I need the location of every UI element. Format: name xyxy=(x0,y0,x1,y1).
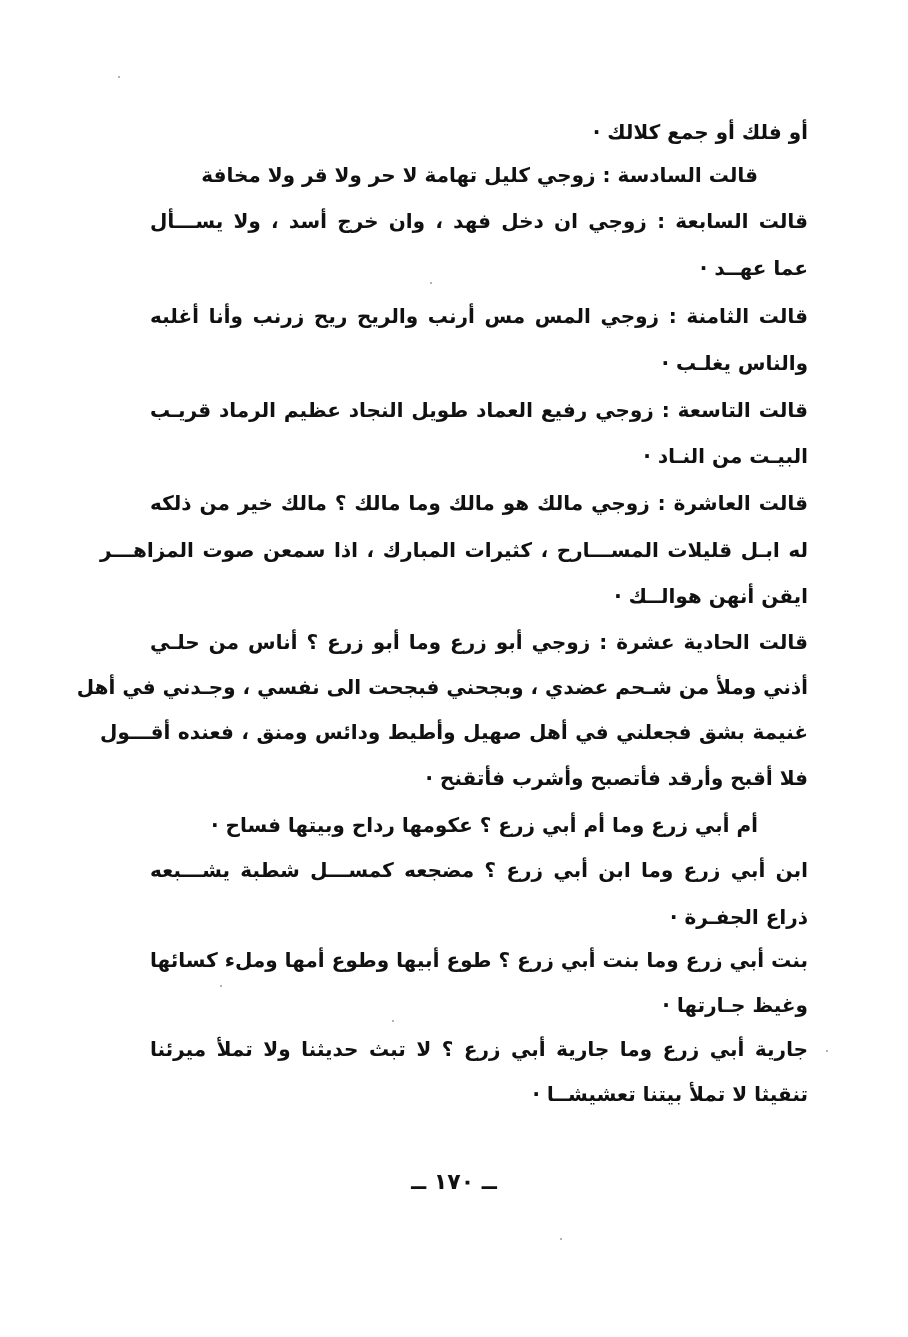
text-line: عما عهــد · xyxy=(699,256,808,280)
paper-speck xyxy=(392,1020,394,1022)
text-line: أذني وملأ من شـحم عضدي ، وبجحني فبجحت الى نفسي ، وجـدني في أهل xyxy=(76,675,808,699)
text-line: فلا أقبح وأرقد فأتصبح وأشرب فأتقنح · xyxy=(425,766,808,790)
text-line: قالت العاشرة : زوجي مالك هو مالك وما مالك ؟ مالك خير من ذلكه xyxy=(150,491,808,515)
text-line: أم أبي زرع وما أم أبي زرع ؟ عكومها رداح وبيتها فساح · xyxy=(210,813,758,837)
text-line: البيـت من النـاد · xyxy=(643,444,808,468)
paper-speck xyxy=(826,1050,828,1052)
text-line: جارية أبي زرع وما جارية أبي زرع ؟ لا تبث حديثنا ولا تملأ ميرئنا xyxy=(150,1037,808,1061)
text-line: قالت التاسعة : زوجي رفيع العماد طويل النجاد عظيم الرماد قريـب xyxy=(150,398,808,422)
text-line: والناس يغلـب · xyxy=(661,351,808,375)
text-line: ايقن أنهن هوالــك · xyxy=(614,584,808,608)
text-line: ذراع الجفـرة · xyxy=(669,905,808,929)
text-line: قالت السابعة : زوجي ان دخل فهد ، وان خرج أسد ، ولا يســـأل xyxy=(150,209,808,233)
text-line: قالت الحادية عشرة : زوجي أبو زرع وما أبو زرع ؟ أناس من حلـي xyxy=(150,630,808,654)
paper-speck xyxy=(430,282,432,284)
text-line: أو فلك أو جمع كلالك · xyxy=(592,120,808,144)
text-line: قالت الثامنة : زوجي المس مس أرنب والريح ريح زرنب وأنا أغلبه xyxy=(150,304,808,328)
paper-speck xyxy=(220,985,222,987)
text-line: بنت أبي زرع وما بنت أبي زرع ؟ طوع أبيها وطوع أمها وملء كسائها xyxy=(150,948,808,972)
text-line: تنقيثا لا تملأ بيتنا تعشيشــا · xyxy=(532,1082,808,1106)
text-line: قالت السادسة : زوجي كليل تهامة لا حر ولا قر ولا مخافة xyxy=(201,163,758,187)
text-line: وغيظ جـارتها · xyxy=(662,993,808,1017)
text-line: له ابـل قليلات المســـارح ، كثيرات المبارك ، اذا سمعن صوت المزاهـــر xyxy=(100,538,808,562)
page-number: ــ ١٧٠ ــ xyxy=(411,1170,497,1195)
text-line: ابن أبي زرع وما ابن أبي زرع ؟ مضجعه كمســـل شطبة يشـــبعه xyxy=(150,858,808,882)
paper-speck xyxy=(560,1238,562,1240)
text-line: غنيمة بشق فجعلني في أهل صهيل وأطيط ودائس ومنق ، فعنده أقـــول xyxy=(100,720,808,744)
paper-speck xyxy=(118,76,120,78)
